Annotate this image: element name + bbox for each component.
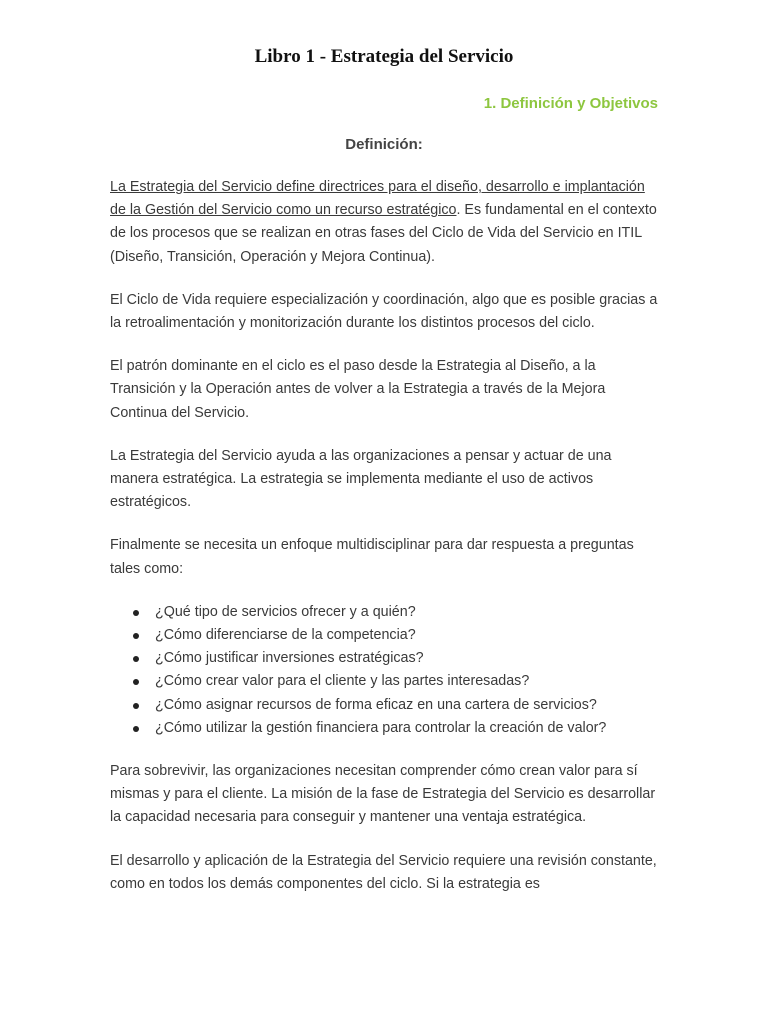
list-item-text: ¿Cómo diferenciarse de la competencia? bbox=[155, 627, 416, 644]
paragraph-review: El desarrollo y aplicación de la Estrategia del Servicio requiere una revisión constante, como en todos los demás componentes del ciclo. Si la estrategia es bbox=[110, 852, 657, 892]
list-item bbox=[110, 647, 662, 670]
list-item-text: ¿Cómo justificar inversiones estratégicas? bbox=[155, 650, 424, 667]
document-title: Libro 1 - Estrategia del Servicio bbox=[254, 46, 514, 67]
list-item-text: ¿Cómo utilizar la gestión financiera para controlar la creación de valor? bbox=[155, 719, 607, 736]
bullet-icon bbox=[133, 633, 139, 639]
list-item bbox=[110, 670, 662, 693]
list-item bbox=[110, 601, 662, 624]
questions-list bbox=[110, 601, 662, 740]
list-item bbox=[110, 694, 662, 717]
definition-heading: Definición: bbox=[345, 136, 423, 153]
underlined-definition: La Estrategia del Servicio define directrices para el diseño, desarrollo e implantación de la Gestión del Servicio como un recurso estratégico bbox=[110, 179, 645, 219]
list-item bbox=[110, 624, 662, 647]
document-body bbox=[110, 176, 662, 916]
list-item-text: ¿Cómo crear valor para el cliente y las partes interesadas? bbox=[155, 673, 530, 690]
paragraph-definition bbox=[110, 176, 662, 269]
bullet-icon bbox=[133, 610, 139, 616]
paragraph-survival: Para sobrevivir, las organizaciones necesitan comprender cómo crean valor para sí mismas y para el cliente. La misión de la fase de Estrategia del Servicio es desarrollar la capacidad necesaria para conseguir y mantener una ventaja estratégica. bbox=[110, 763, 656, 826]
paragraph-lifecycle: El Ciclo de Vida requiere especialización y coordinación, algo que es posible gracias a la retroalimentación y monitorización durante los distintos procesos del ciclo. bbox=[110, 291, 658, 332]
list-item bbox=[110, 717, 662, 740]
section-heading: 1. Definición y Objetivos bbox=[483, 95, 658, 112]
bullet-icon bbox=[133, 656, 139, 662]
definition-continuation: . Es fundamental en el contexto de los procesos que se realizan en otras fases del Ciclo de Vida del Servicio en ITIL (Diseño, Transición, Operación y Mejora Continua). bbox=[110, 202, 657, 265]
bullet-icon bbox=[133, 703, 139, 709]
bullet-icon bbox=[133, 726, 139, 732]
paragraph-approach: Finalmente se necesita un enfoque multidisciplinar para dar respuesta a preguntas tales como: bbox=[110, 537, 634, 577]
paragraph-strategy: La Estrategia del Servicio ayuda a las organizaciones a pensar y actuar de una manera estratégica. La estrategia se implementa mediante el uso de activos estratégicos. bbox=[110, 447, 612, 511]
list-item-text: ¿Qué tipo de servicios ofrecer y a quién? bbox=[155, 603, 416, 620]
bullet-icon bbox=[133, 679, 139, 685]
list-item-text: ¿Cómo asignar recursos de forma eficaz en una cartera de servicios? bbox=[155, 696, 597, 713]
paragraph-pattern: El patrón dominante en el ciclo es el paso desde la Estrategia al Diseño, a la Transición y la Operación antes de volver a la Estrategia a través de la Mejora Continua del Servicio. bbox=[110, 358, 606, 421]
